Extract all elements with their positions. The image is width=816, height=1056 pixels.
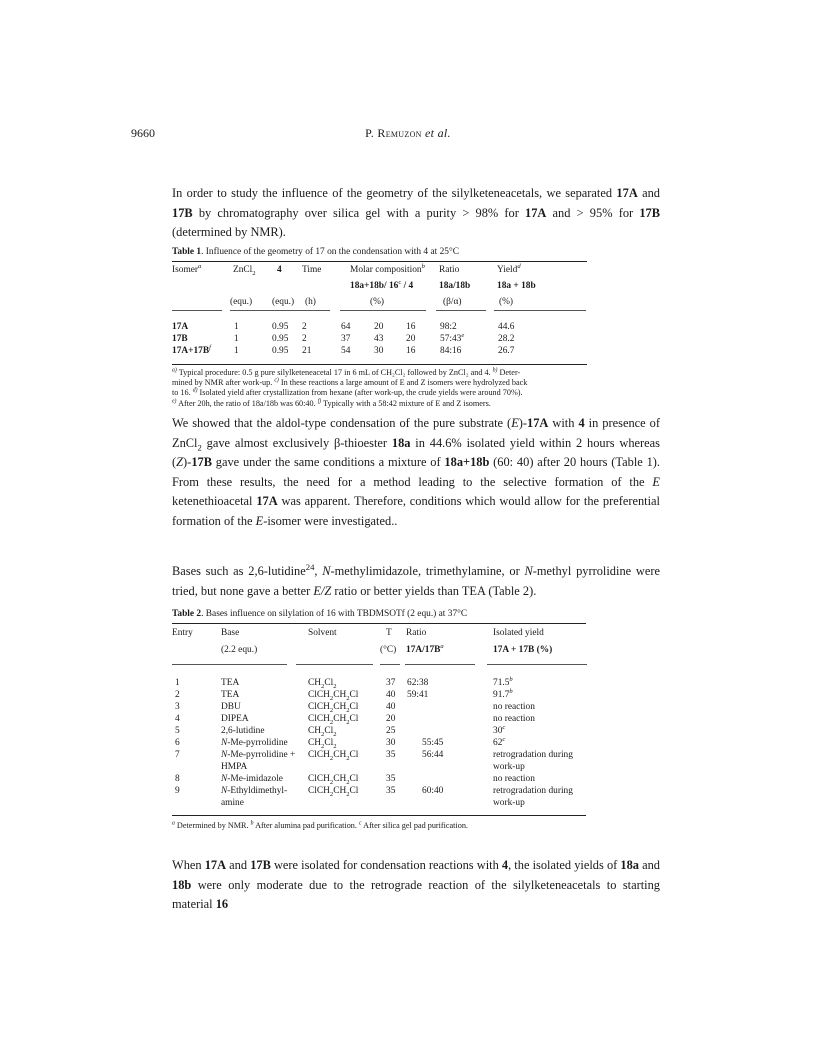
isolation-paragraph: When 17A and 17B were isolated for condensation reactions with 4, the isolated yields of 18a and 18b were only moderate due to the retrograde reaction of the silylketeneacetals to starting material 16 — [172, 858, 660, 912]
t1-unit: (%) — [370, 297, 385, 307]
results-paragraph: We showed that the aldol-type condensation of the pure substrate (E)-17A with 4 in presence of ZnCl$_2$ gave almost exclusively β-thioester 18a in 44.6% isolated yield within 2 hours whereas (Z)-17B gave under the same conditions a mixture of 18a+18b (60: 40) after 20 hours (Table 1). From these results, the need for a method leading to the selective formation of the E ketenethioacetal 17A was apparent. Therefore, conditions which would allow for the preferential formation of the E-isomer were investigated.. — [172, 416, 660, 528]
table-2-footnotes: $^a$ Determined by NMR. $^b$ After alumina pad purification. $^c$ After silica gel pad purification. — [172, 820, 468, 830]
t1-unit: (%) — [499, 297, 514, 307]
t1-unit: (h) — [305, 297, 316, 307]
t2-subheader-yield: 17A + 17B (%) — [493, 645, 553, 655]
running-head-etal: et al. — [425, 126, 451, 140]
t2-subheader-t: (°C) — [380, 645, 397, 655]
t2-subheader-base: (2.2 equ.) — [221, 645, 258, 655]
t1-subheader-yield: 18a + 18b — [497, 281, 536, 291]
t2-header-solvent: Solvent — [308, 628, 337, 638]
t1-header-zncl2: ZnCl$_2$ — [233, 265, 256, 277]
t1-subheader-molar: 18a+18b/ 16$^c$ / 4 — [350, 278, 414, 291]
page-number: 9660 — [131, 126, 155, 140]
t2-header-base: Base — [221, 628, 240, 638]
t1-subheader-ratio: 18a/18b — [439, 281, 471, 291]
t1-unit: (β/α) — [443, 297, 462, 307]
t1-header-molar: Molar composition$^b$ — [350, 262, 425, 275]
t1-header-yield: Yield$^d$ — [497, 262, 521, 275]
t2-header-entry: Entry — [172, 628, 193, 638]
t2-header-ratio: Ratio — [406, 628, 427, 638]
t1-header-isomer: Isomer$^a$ — [172, 262, 202, 275]
t1-header-reagent: 4 — [277, 265, 282, 275]
t1-unit: (equ.) — [230, 297, 253, 307]
t2-header-t: T — [386, 628, 392, 638]
intro-paragraph: In order to study the influence of the geometry of the silylketeneacetals, we separated 17A and 17B by chromatography over silica gel with a purity > 98% for 17A and > 95% for 17B (determined by NMR). — [172, 186, 660, 240]
table-1-footnotes: $^{a)}$ Typical procedure: 0.5 g pure silylketeneacetal 17 in 6 mL of CH₂Cl₂ followed by ZnCl₂ and 4. $^{b)}$ Deter- mined by NMR after work-up. $^{c)}$ In these reactions a large amount of E and Z isomers were hydrolyzed back to 16. $^{d)}$ Isolated yield after crystallization from hexane (after work-up, the crude yields were around 70%). $^{e)}$ After 20h, the ratio of 18a/18b was 60:40. $^{f)}$ Typically with a 58:42 mixture of E and Z isomers. — [172, 367, 528, 408]
t2-subheader-ratio: $17A/17B^a$ — [406, 642, 444, 655]
t1-header-ratio: Ratio — [439, 265, 460, 275]
t1-header-time: Time — [302, 265, 322, 275]
t2-header-yield: Isolated yield — [493, 628, 544, 638]
running-head — [0, 126, 816, 141]
table-2-caption: Table 2. Bases influence on silylation of 16 with TBDMSOTf (2 equ.) at 37°C — [172, 609, 468, 619]
running-head-author: P. Remuzon — [365, 126, 422, 140]
bases-paragraph: Bases such as 2,6-lutidine$^{24}$, N-methylimidazole, trimethylamine, or N-methyl pyrrolidine were tried, but none gave a better E/Z ratio or better yields than TEA (Table 2). — [172, 561, 660, 598]
t1-unit: (equ.) — [272, 297, 295, 307]
table-1-caption: Table 1. Influence of the geometry of 17 on the condensation with 4 at 25°C — [172, 247, 459, 257]
